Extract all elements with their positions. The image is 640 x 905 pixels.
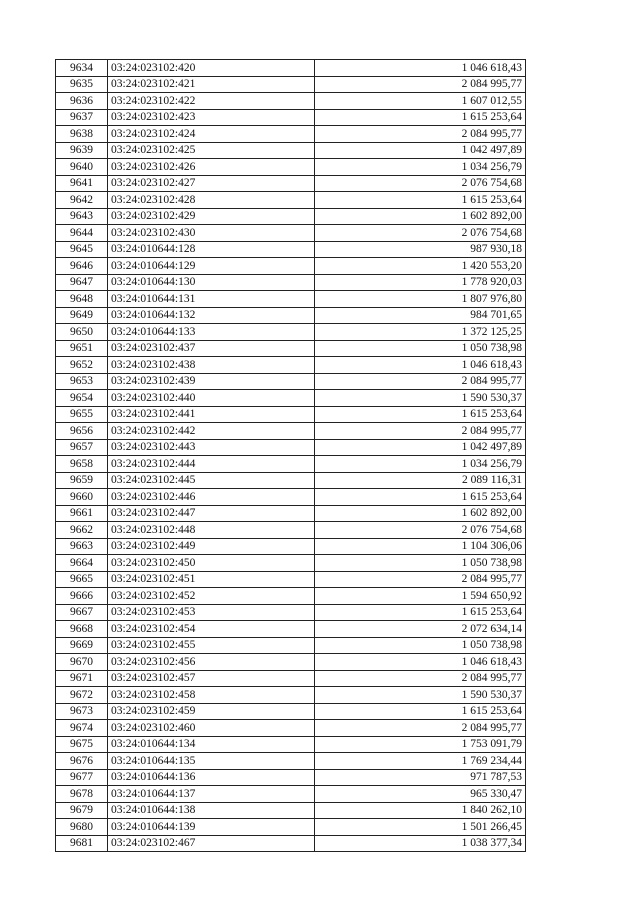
value-cell: 1 594 650,92 [315,588,526,605]
table-row [56,192,526,209]
value-cell: 1 602 892,00 [315,505,526,522]
cadastral-number-cell: 03:24:023102:437 [108,340,315,357]
row-number-cell: 9636 [56,93,108,110]
value-cell: 1 778 920,03 [315,274,526,291]
table-row [56,555,526,572]
cadastral-number-cell: 03:24:023102:430 [108,225,315,242]
cadastral-number-cell: 03:24:023102:454 [108,621,315,638]
row-number-cell: 9642 [56,192,108,209]
table-row [56,439,526,456]
table-row [56,406,526,423]
row-number-cell: 9660 [56,489,108,506]
cadastral-number-cell: 03:24:010644:134 [108,736,315,753]
value-cell: 1 038 377,34 [315,835,526,852]
table-row [56,736,526,753]
value-cell: 1 042 497,89 [315,439,526,456]
row-number-cell: 9640 [56,159,108,176]
table-row [56,522,526,539]
table-row [56,670,526,687]
row-number-cell: 9673 [56,703,108,720]
cadastral-value-table [55,59,526,852]
cadastral-number-cell: 03:24:023102:443 [108,439,315,456]
value-cell: 984 701,65 [315,307,526,324]
table-row [56,753,526,770]
row-number-cell: 9644 [56,225,108,242]
row-number-cell: 9652 [56,357,108,374]
value-cell: 2 076 754,68 [315,522,526,539]
row-number-cell: 9667 [56,604,108,621]
value-cell: 1 602 892,00 [315,208,526,225]
row-number-cell: 9676 [56,753,108,770]
row-number-cell: 9654 [56,390,108,407]
row-number-cell: 9669 [56,637,108,654]
value-cell: 1 615 253,64 [315,109,526,126]
table-row [56,769,526,786]
row-number-cell: 9679 [56,802,108,819]
row-number-cell: 9672 [56,687,108,704]
value-cell: 2 084 995,77 [315,720,526,737]
value-cell: 1 769 234,44 [315,753,526,770]
row-number-cell: 9675 [56,736,108,753]
table-row [56,819,526,836]
row-number-cell: 9650 [56,324,108,341]
table-row [56,60,526,77]
row-number-cell: 9634 [56,60,108,77]
value-cell: 1 042 497,89 [315,142,526,159]
table-row [56,604,526,621]
table-row [56,571,526,588]
row-number-cell: 9659 [56,472,108,489]
row-number-cell: 9641 [56,175,108,192]
cadastral-number-cell: 03:24:023102:423 [108,109,315,126]
value-cell: 1 615 253,64 [315,192,526,209]
row-number-cell: 9651 [56,340,108,357]
row-number-cell: 9670 [56,654,108,671]
row-number-cell: 9680 [56,819,108,836]
value-cell: 1 050 738,98 [315,555,526,572]
value-cell: 1 590 530,37 [315,390,526,407]
value-cell: 2 084 995,77 [315,423,526,440]
cadastral-number-cell: 03:24:023102:453 [108,604,315,621]
table-row [56,258,526,275]
cadastral-number-cell: 03:24:023102:459 [108,703,315,720]
cadastral-number-cell: 03:24:023102:429 [108,208,315,225]
value-cell: 2 084 995,77 [315,571,526,588]
row-number-cell: 9647 [56,274,108,291]
row-number-cell: 9657 [56,439,108,456]
table-row [56,654,526,671]
value-cell: 2 084 995,77 [315,670,526,687]
cadastral-number-cell: 03:24:023102:460 [108,720,315,737]
value-cell: 1 046 618,43 [315,357,526,374]
table-row [56,126,526,143]
value-cell: 1 104 306,06 [315,538,526,555]
row-number-cell: 9646 [56,258,108,275]
cadastral-number-cell: 03:24:010644:138 [108,802,315,819]
cadastral-number-cell: 03:24:023102:451 [108,571,315,588]
table-row [56,340,526,357]
cadastral-number-cell: 03:24:023102:452 [108,588,315,605]
cadastral-number-cell: 03:24:023102:428 [108,192,315,209]
row-number-cell: 9671 [56,670,108,687]
row-number-cell: 9649 [56,307,108,324]
value-cell: 1 034 256,79 [315,456,526,473]
table-row [56,76,526,93]
row-number-cell: 9663 [56,538,108,555]
cadastral-number-cell: 03:24:023102:467 [108,835,315,852]
row-number-cell: 9665 [56,571,108,588]
row-number-cell: 9678 [56,786,108,803]
row-number-cell: 9648 [56,291,108,308]
table-row [56,324,526,341]
table-row [56,588,526,605]
cadastral-number-cell: 03:24:023102:440 [108,390,315,407]
cadastral-number-cell: 03:24:023102:439 [108,373,315,390]
cadastral-number-cell: 03:24:010644:136 [108,769,315,786]
cadastral-number-cell: 03:24:023102:438 [108,357,315,374]
row-number-cell: 9658 [56,456,108,473]
value-cell: 1 046 618,43 [315,654,526,671]
value-cell: 2 089 116,31 [315,472,526,489]
row-number-cell: 9645 [56,241,108,258]
row-number-cell: 9639 [56,142,108,159]
table-row [56,489,526,506]
cadastral-number-cell: 03:24:023102:458 [108,687,315,704]
table-row [56,274,526,291]
value-cell: 1 615 253,64 [315,489,526,506]
table-row [56,357,526,374]
cadastral-number-cell: 03:24:010644:129 [108,258,315,275]
row-number-cell: 9668 [56,621,108,638]
table-row [56,637,526,654]
value-cell: 1 420 553,20 [315,258,526,275]
row-number-cell: 9664 [56,555,108,572]
value-cell: 1 050 738,98 [315,637,526,654]
cadastral-number-cell: 03:24:023102:421 [108,76,315,93]
table-row [56,307,526,324]
cadastral-number-cell: 03:24:023102:457 [108,670,315,687]
table-row [56,159,526,176]
cadastral-number-cell: 03:24:023102:450 [108,555,315,572]
table-row [56,621,526,638]
cadastral-number-cell: 03:24:010644:135 [108,753,315,770]
cadastral-number-cell: 03:24:023102:427 [108,175,315,192]
value-cell: 1 615 253,64 [315,406,526,423]
value-cell: 1 372 125,25 [315,324,526,341]
table-row [56,291,526,308]
table-row [56,472,526,489]
value-cell: 971 787,53 [315,769,526,786]
cadastral-number-cell: 03:24:023102:455 [108,637,315,654]
value-cell: 1 034 256,79 [315,159,526,176]
cadastral-number-cell: 03:24:023102:446 [108,489,315,506]
row-number-cell: 9662 [56,522,108,539]
cadastral-number-cell: 03:24:010644:133 [108,324,315,341]
table-row [56,505,526,522]
table-row [56,208,526,225]
value-cell: 1 050 738,98 [315,340,526,357]
cadastral-number-cell: 03:24:023102:447 [108,505,315,522]
value-cell: 1 607 012,55 [315,93,526,110]
row-number-cell: 9643 [56,208,108,225]
row-number-cell: 9635 [56,76,108,93]
cadastral-number-cell: 03:24:023102:448 [108,522,315,539]
row-number-cell: 9637 [56,109,108,126]
value-cell: 2 084 995,77 [315,76,526,93]
cadastral-number-cell: 03:24:010644:131 [108,291,315,308]
cadastral-number-cell: 03:24:010644:130 [108,274,315,291]
row-number-cell: 9681 [56,835,108,852]
table-row [56,241,526,258]
cadastral-number-cell: 03:24:023102:444 [108,456,315,473]
cadastral-number-cell: 03:24:010644:137 [108,786,315,803]
cadastral-number-cell: 03:24:023102:442 [108,423,315,440]
table-row [56,390,526,407]
table-row [56,538,526,555]
row-number-cell: 9666 [56,588,108,605]
cadastral-number-cell: 03:24:023102:425 [108,142,315,159]
table-row [56,423,526,440]
table-row [56,456,526,473]
cadastral-number-cell: 03:24:023102:426 [108,159,315,176]
value-cell: 2 076 754,68 [315,225,526,242]
cadastral-number-cell: 03:24:010644:139 [108,819,315,836]
cadastral-number-cell: 03:24:023102:422 [108,93,315,110]
cadastral-number-cell: 03:24:023102:420 [108,60,315,77]
table-row [56,687,526,704]
table-row [56,802,526,819]
row-number-cell: 9674 [56,720,108,737]
table-row [56,109,526,126]
value-cell: 987 930,18 [315,241,526,258]
cadastral-number-cell: 03:24:023102:449 [108,538,315,555]
table-row [56,142,526,159]
value-cell: 1 753 091,79 [315,736,526,753]
value-cell: 1 590 530,37 [315,687,526,704]
value-cell: 965 330,47 [315,786,526,803]
value-cell: 2 084 995,77 [315,126,526,143]
cadastral-number-cell: 03:24:023102:456 [108,654,315,671]
value-cell: 1 615 253,64 [315,604,526,621]
table-row [56,93,526,110]
value-cell: 1 046 618,43 [315,60,526,77]
value-cell: 1 615 253,64 [315,703,526,720]
table-row [56,373,526,390]
row-number-cell: 9661 [56,505,108,522]
table-row [56,786,526,803]
table-row [56,720,526,737]
row-number-cell: 9656 [56,423,108,440]
value-cell: 1 840 262,10 [315,802,526,819]
table-row [56,835,526,852]
row-number-cell: 9655 [56,406,108,423]
row-number-cell: 9653 [56,373,108,390]
row-number-cell: 9638 [56,126,108,143]
cadastral-number-cell: 03:24:023102:445 [108,472,315,489]
table-row [56,225,526,242]
value-cell: 1 501 266,45 [315,819,526,836]
value-cell: 2 076 754,68 [315,175,526,192]
table-row [56,703,526,720]
value-cell: 1 807 976,80 [315,291,526,308]
table-body [56,60,526,852]
value-cell: 2 084 995,77 [315,373,526,390]
cadastral-number-cell: 03:24:010644:128 [108,241,315,258]
table-row [56,175,526,192]
row-number-cell: 9677 [56,769,108,786]
cadastral-number-cell: 03:24:023102:424 [108,126,315,143]
cadastral-number-cell: 03:24:023102:441 [108,406,315,423]
value-cell: 2 072 634,14 [315,621,526,638]
cadastral-number-cell: 03:24:010644:132 [108,307,315,324]
